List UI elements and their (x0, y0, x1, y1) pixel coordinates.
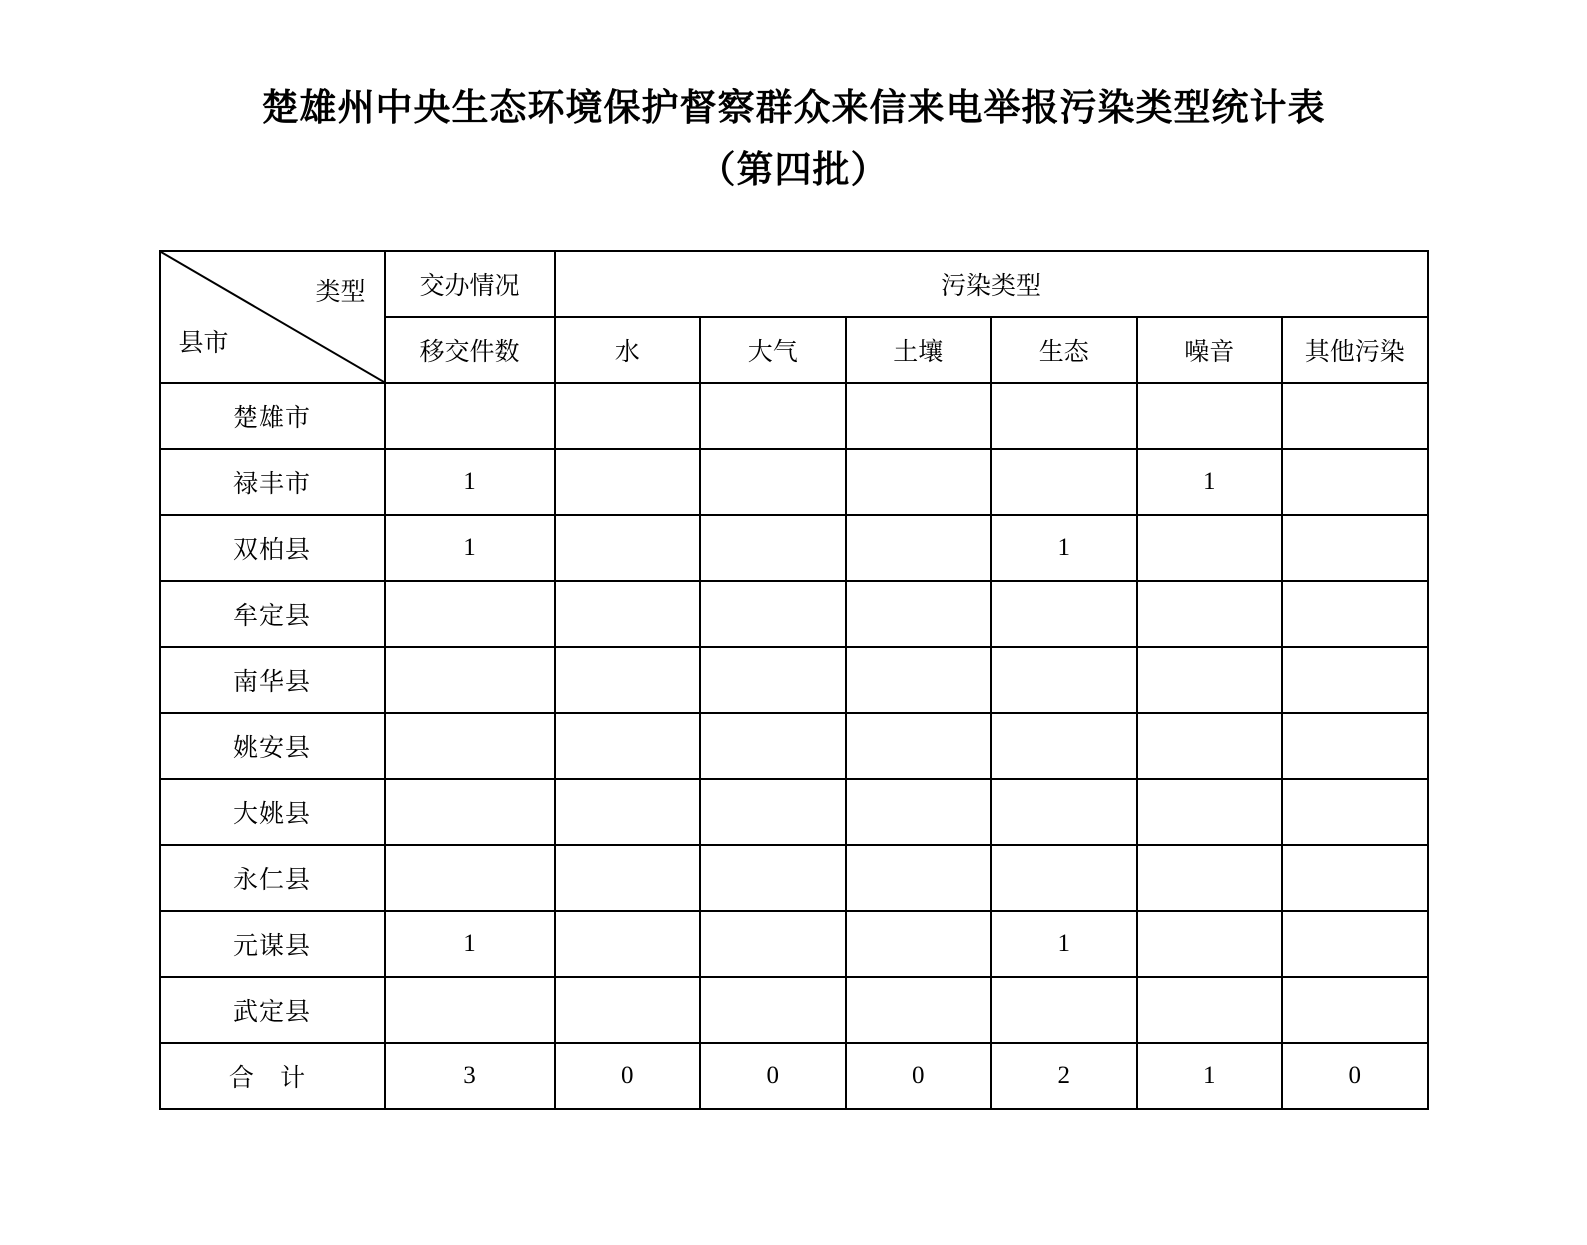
statistics-table-container (0, 250, 1587, 1110)
cell-transferred-count (385, 977, 555, 1043)
table-row (160, 383, 1428, 449)
cell-noise (1137, 845, 1283, 911)
cell-other (1282, 713, 1428, 779)
cell-other (1282, 845, 1428, 911)
cell-noise (1137, 911, 1283, 977)
table-row (160, 581, 1428, 647)
cell-soil (846, 581, 992, 647)
row-county-name: 禄丰市 (160, 449, 385, 515)
table-row (160, 911, 1428, 977)
cell-soil (846, 449, 992, 515)
cell-soil (846, 911, 992, 977)
cell-noise (1137, 977, 1283, 1043)
cell-soil (846, 383, 992, 449)
column-header-transferred-count: 移交件数 (385, 317, 555, 383)
row-county-name: 姚安县 (160, 713, 385, 779)
column-header-water: 水 (555, 317, 701, 383)
cell-other (1282, 911, 1428, 977)
total-other: 0 (1282, 1043, 1428, 1109)
table-row (160, 713, 1428, 779)
cell-air (700, 581, 846, 647)
cell-other (1282, 779, 1428, 845)
row-county-name: 南华县 (160, 647, 385, 713)
cell-water (555, 977, 701, 1043)
document-title (0, 0, 1587, 202)
table-row (160, 515, 1428, 581)
cell-water (555, 449, 701, 515)
column-header-other: 其他污染 (1282, 317, 1428, 383)
cell-other (1282, 383, 1428, 449)
row-county-name: 牟定县 (160, 581, 385, 647)
cell-transferred-count (385, 713, 555, 779)
cell-water (555, 383, 701, 449)
corner-type-label: 类型 (315, 279, 366, 306)
cell-ecology (991, 383, 1137, 449)
total-noise: 1 (1137, 1043, 1283, 1109)
cell-transferred-count (385, 779, 555, 845)
cell-transferred-count (385, 845, 555, 911)
row-county-name: 武定县 (160, 977, 385, 1043)
cell-ecology: 1 (991, 515, 1137, 581)
cell-transferred-count: 1 (385, 449, 555, 515)
cell-soil (846, 713, 992, 779)
cell-noise (1137, 713, 1283, 779)
row-county-name: 双柏县 (160, 515, 385, 581)
cell-noise (1137, 779, 1283, 845)
cell-noise (1137, 515, 1283, 581)
cell-soil (846, 845, 992, 911)
cell-ecology (991, 779, 1137, 845)
total-transferred-count: 3 (385, 1043, 555, 1109)
table-row (160, 779, 1428, 845)
cell-noise (1137, 647, 1283, 713)
total-air: 0 (700, 1043, 846, 1109)
row-county-name: 楚雄市 (160, 383, 385, 449)
cell-noise (1137, 581, 1283, 647)
cell-transferred-count (385, 383, 555, 449)
total-soil: 0 (846, 1043, 992, 1109)
cell-ecology (991, 581, 1137, 647)
cell-ecology (991, 713, 1137, 779)
cell-air (700, 977, 846, 1043)
cell-air (700, 383, 846, 449)
cell-air (700, 449, 846, 515)
cell-water (555, 647, 701, 713)
cell-transferred-count (385, 647, 555, 713)
cell-air (700, 845, 846, 911)
cell-transferred-count: 1 (385, 515, 555, 581)
cell-water (555, 581, 701, 647)
cell-water (555, 845, 701, 911)
cell-other (1282, 977, 1428, 1043)
statistics-table (159, 250, 1429, 1110)
row-county-name: 永仁县 (160, 845, 385, 911)
cell-transferred-count (385, 581, 555, 647)
header-assignment: 交办情况 (385, 251, 555, 317)
cell-ecology (991, 647, 1137, 713)
corner-header-cell (160, 251, 385, 383)
cell-soil (846, 515, 992, 581)
row-county-name: 大姚县 (160, 779, 385, 845)
column-header-soil: 土壤 (846, 317, 992, 383)
title-line-1: 楚雄州中央生态环境保护督察群众来信来电举报污染类型统计表 (261, 88, 1326, 129)
cell-ecology (991, 845, 1137, 911)
table-header-row-1 (160, 251, 1428, 317)
cell-soil (846, 977, 992, 1043)
cell-air (700, 911, 846, 977)
cell-water (555, 779, 701, 845)
table-row (160, 647, 1428, 713)
diagonal-line-icon (161, 252, 384, 382)
cell-air (700, 779, 846, 845)
cell-air (700, 515, 846, 581)
table-row (160, 449, 1428, 515)
corner-county-label: 县市 (178, 330, 229, 357)
column-header-noise: 噪音 (1137, 317, 1283, 383)
cell-transferred-count: 1 (385, 911, 555, 977)
total-ecology: 2 (991, 1043, 1137, 1109)
cell-air (700, 713, 846, 779)
cell-other (1282, 449, 1428, 515)
header-pollution-type: 污染类型 (555, 251, 1428, 317)
cell-ecology (991, 977, 1137, 1043)
cell-noise: 1 (1137, 449, 1283, 515)
cell-noise (1137, 383, 1283, 449)
cell-ecology (991, 449, 1137, 515)
cell-other (1282, 515, 1428, 581)
table-total-row (160, 1043, 1428, 1109)
row-county-name: 元谋县 (160, 911, 385, 977)
table-row (160, 977, 1428, 1043)
total-label: 合 计 (160, 1043, 385, 1109)
cell-other (1282, 581, 1428, 647)
cell-other (1282, 647, 1428, 713)
cell-soil (846, 647, 992, 713)
column-header-air: 大气 (700, 317, 846, 383)
cell-air (700, 647, 846, 713)
total-water: 0 (555, 1043, 701, 1109)
cell-ecology: 1 (991, 911, 1137, 977)
cell-soil (846, 779, 992, 845)
table-row (160, 845, 1428, 911)
cell-water (555, 911, 701, 977)
cell-water (555, 713, 701, 779)
column-header-ecology: 生态 (991, 317, 1137, 383)
title-line-2: （第四批） (698, 150, 889, 191)
cell-water (555, 515, 701, 581)
